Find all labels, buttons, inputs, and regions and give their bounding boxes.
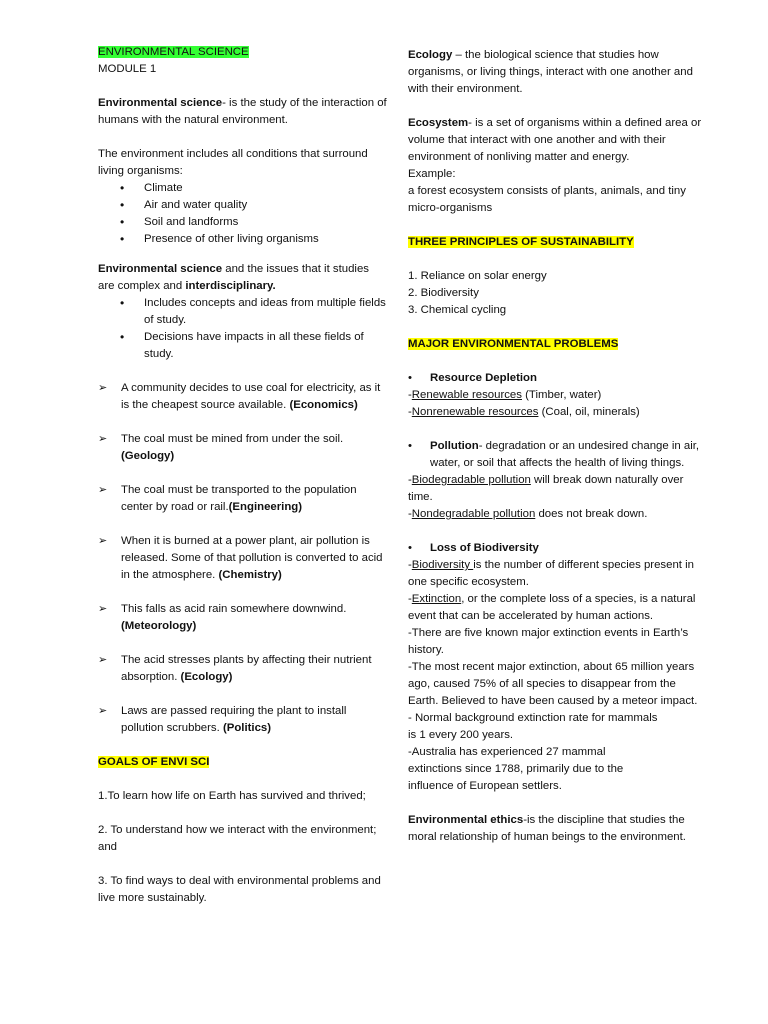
goal-item: 1.To learn how life on Earth has survived and thrived; — [98, 790, 366, 802]
goals-heading: GOALS OF ENVI SCI — [98, 756, 210, 768]
renewable-line: -Renewable resources (Timber, water) — [408, 389, 602, 401]
example-arrow-item: ➢ Laws are passed requiring the plant to install pollution scrubbers. (Politics) — [98, 705, 347, 734]
biodegradable-line: -Biodegradable pollution will break down naturally over time. — [408, 474, 684, 503]
goal-item: 2. To understand how we interact with the environment; and — [98, 824, 377, 853]
example-text: a forest ecosystem consists of plants, animals, and tiny micro-organisms — [408, 185, 686, 214]
right-column — [408, 47, 708, 846]
nonrenewable-line: -Nonrenewable resources (Coal, oil, minerals) — [408, 406, 640, 418]
list-item: • Climate — [98, 180, 388, 197]
biodiversity-line: -Biodiversity is the number of different species present in one specific ecosystem. — [408, 559, 694, 588]
arrow-bullet-icon: ➢ — [98, 603, 108, 615]
arrow-bullet-icon: ➢ — [98, 382, 108, 394]
environment-list — [98, 180, 388, 248]
list-item: • Includes concepts and ideas from multiple fields of study. — [98, 295, 388, 329]
arrow-bullet-icon: ➢ — [98, 484, 108, 496]
list-item: • Decisions have impacts in all these fields of study. — [98, 329, 388, 363]
ecosystem-definition: Ecosystem- is a set of organisms within a defined area or volume that interact with one another and with their environment of nonliving matter and energy. — [408, 117, 702, 163]
nondegradable-line: -Nondegradable pollution does not break down. — [408, 508, 648, 520]
example-arrow-item: ➢ This falls as acid rain somewhere downwind. (Meteorology) — [98, 603, 347, 632]
extinction-line: -Extinction, or the complete loss of a species, is a natural event that can be accelerated by human actions. — [408, 593, 696, 622]
principle-item: 2. Biodiversity — [408, 287, 479, 299]
principle-item: 1. Reliance on solar energy — [408, 270, 547, 282]
biodiversity-loss-title: • Loss of Biodiversity — [408, 540, 708, 557]
australia-line: -Australia has experienced 27 mammal extinctions since 1788, primarily due to the influence of European settlers. — [408, 746, 624, 792]
arrow-bullet-icon: ➢ — [98, 705, 108, 717]
example-arrow-item: ➢ The coal must be mined from under the soil.(Geology) — [98, 433, 344, 462]
bullet-icon: • — [408, 372, 412, 384]
complex-paragraph: Environmental science and the issues that it studies are complex and interdisciplinary. — [98, 263, 369, 292]
list-item: • Soil and landforms — [98, 214, 388, 231]
problems-heading: MAJOR ENVIRONMENTAL PROBLEMS — [408, 338, 619, 350]
ethics-definition: Environmental ethics-is the discipline that studies the moral relationship of human beings to the environment. — [408, 814, 686, 843]
module-label: MODULE 1 — [98, 63, 157, 75]
recent-extinction-line: -The most recent major extinction, about 65 million years ago, caused 75% of all species to disappear from the Earth. Believed to have been caused by a meteor impact. — [408, 661, 698, 707]
list-item: • Presence of other living organisms — [98, 231, 388, 248]
pollution-item: • Pollution- degradation or an undesired change in air, water, or soil that affects the health of living things. — [408, 440, 700, 469]
list-item: • Air and water quality — [98, 197, 388, 214]
principles-heading: THREE PRINCIPLES OF SUSTAINABILITY — [408, 236, 634, 248]
example-label: Example: — [408, 168, 456, 180]
definition-paragraph: Environmental science- is the study of the interaction of humans with the natural environment. — [98, 97, 387, 126]
left-column — [98, 44, 388, 907]
arrow-bullet-icon: ➢ — [98, 535, 108, 547]
ecology-definition: Ecology – the biological science that studies how organisms, or living things, interact with one another and with their environment. — [408, 49, 693, 95]
environment-intro: The environment includes all conditions that surround living organisms: — [98, 148, 368, 177]
five-events-line: -There are five known major extinction events in Earth’s history. — [408, 627, 689, 656]
example-arrow-item: ➢ A community decides to use coal for electricity, as it is the cheapest source available. (Economics) — [98, 382, 381, 411]
example-arrow-item: ➢ The acid stresses plants by affecting their nutrient absorption. (Ecology) — [98, 654, 372, 683]
arrow-bullet-icon: ➢ — [98, 433, 108, 445]
doc-title: ENVIRONMENTAL SCIENCE — [98, 46, 249, 58]
principle-item: 3. Chemical cycling — [408, 304, 507, 316]
bullet-icon: • — [408, 542, 412, 554]
goal-item: 3. To find ways to deal with environmental problems and live more sustainably. — [98, 875, 381, 904]
bullet-icon: • — [408, 440, 412, 452]
background-rate-line: - Normal background extinction rate for mammals is 1 every 200 years. — [408, 712, 658, 741]
example-arrow-item: ➢ The coal must be transported to the population center by road or rail.(Engineering) — [98, 484, 357, 513]
complex-list — [98, 295, 388, 363]
resource-depletion-title: • Resource Depletion — [408, 370, 708, 387]
example-arrow-item: ➢ When it is burned at a power plant, air pollution is released. Some of that pollution is converted to acid in the atmosphere. (Chemistry) — [98, 535, 383, 581]
arrow-bullet-icon: ➢ — [98, 654, 108, 666]
